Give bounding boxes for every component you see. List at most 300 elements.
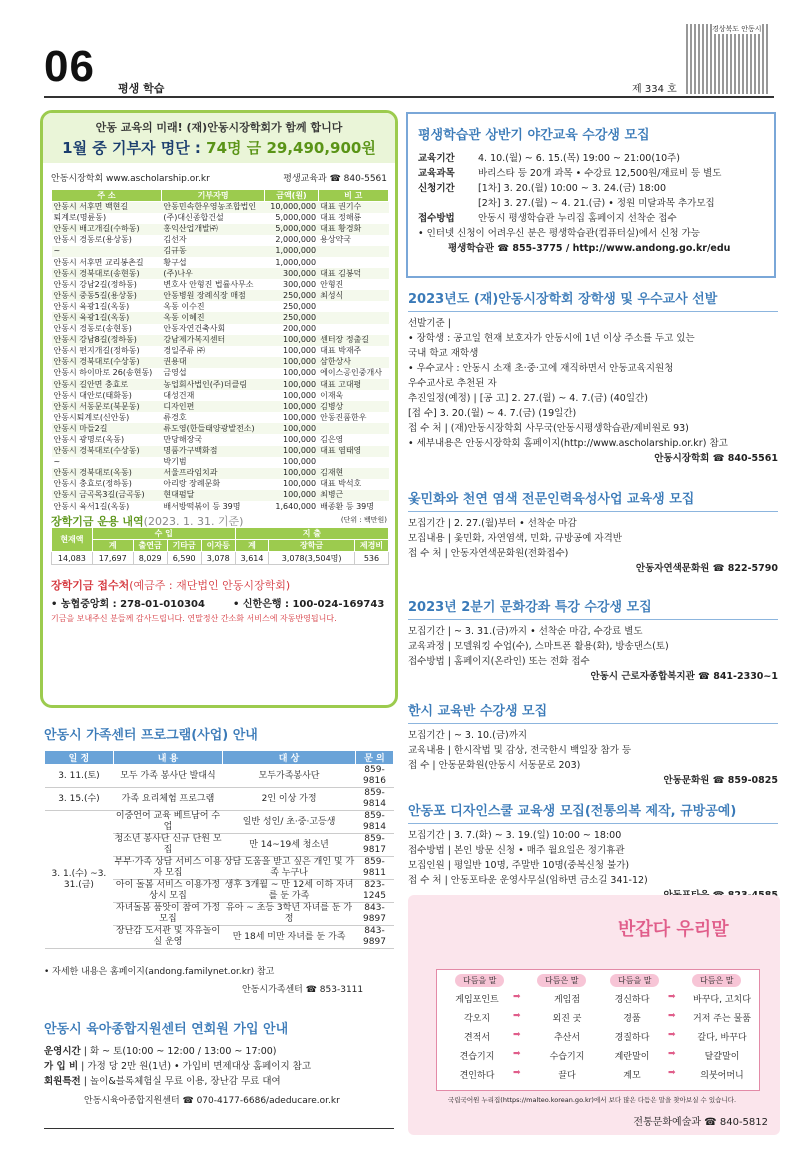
award-line: 국내 학교 재학생 (408, 348, 479, 359)
donor-cell: 대표 황경화 (318, 224, 388, 235)
donor-cell: 대표 박재주 (320, 346, 362, 356)
donor-summary: 1월 중 기부자 명단 : 74명 금 29,490,900원 (62, 139, 376, 157)
fund-title: 장학기금 운용 내역(2023. 1. 31. 기준) (51, 515, 244, 528)
donor-cell: 아리랑 장례문화 (163, 479, 221, 489)
award-contact: 안동시장학회 ☎ 840-5561 (654, 453, 778, 464)
section-title: 평생 학습 (118, 82, 165, 95)
family-cell: 859-9814 (355, 811, 393, 834)
donor-cell: 안동시 배고개길(수하동) (52, 224, 162, 235)
arrow-icon: ➡ (668, 1030, 676, 1040)
donor-row (52, 268, 389, 279)
design-line: 모집인원 | 평일반 10명, 주말반 10명(중복신청 불가) (408, 860, 630, 871)
family-center-title: 안동시 가족센터 프로그램(사업) 안내 (44, 728, 258, 743)
donor-cell: 200,000 (283, 324, 317, 334)
donor-col-header: 기부자명 (161, 190, 264, 202)
donor-cell: 황구섭 (163, 257, 187, 267)
donor-row (52, 324, 389, 335)
family-cell: 모두 가족 봉사단 발대식 (113, 765, 222, 788)
family-cell: 자녀돌봄 품앗이 참여 가정 모집 (113, 903, 222, 926)
design-title: 안동포 디자인스쿨 교육생 모집(전통의복 제작, 규방공예) (408, 804, 737, 819)
night-line: 교육과목 바리스타 등 20개 과목 • 수강료 12,500원/재료비 등 별도 (418, 168, 722, 179)
fund-subheader: 계 (92, 540, 133, 552)
donor-cell: 디자인편 (161, 401, 264, 412)
donor-row (52, 434, 389, 445)
account-title: 장학기금 접수처(예금주 : 재단법인 안동시장학회) (51, 579, 291, 592)
donor-row (52, 202, 389, 213)
family-date: 3. 11.(토) (45, 765, 114, 788)
donor-cell: 김선자 (163, 235, 187, 245)
family-cell: 843-9897 (355, 926, 393, 949)
family-row (45, 788, 394, 811)
donor-cell: 에이스공인중개사 (320, 368, 382, 378)
donor-header (43, 113, 395, 163)
korean-words-box (408, 895, 780, 1135)
donor-cell: 이재욱 (320, 390, 344, 400)
donor-cell: 안동시 하이마로 26(송현동) (53, 368, 153, 378)
scholarship-site: 안동시장학회 www.ascholarship.or.kr (51, 174, 210, 184)
childcare-title: 안동시 육아종합지원센터 연회원 가입 안내 (44, 1022, 289, 1037)
donor-cell: 대표 염태영 (318, 446, 388, 457)
donor-cell: 안동시 중동5길(용상동) (52, 290, 162, 301)
donor-cell: 명품가구백화점 (161, 446, 264, 457)
donor-cell: 100,000 (283, 479, 317, 489)
donor-cell: 안동시퇴계로(신안동) (53, 412, 130, 422)
donor-cell: 농업회사법인(주)더클림 (161, 379, 264, 390)
word-list (436, 969, 760, 1091)
donor-cell: 안동시 마들2길 (52, 423, 162, 434)
arrow-icon: ➡ (668, 1068, 676, 1078)
family-cell: 859-9814 (355, 788, 393, 811)
award-line: • 우수교사 : 안동시 소재 초·중·고에 재직하면서 안동교육지원청 (408, 363, 674, 374)
word-header-wrong: 다듬을 말 (610, 974, 659, 987)
donor-cell: 옥동 이수진 (163, 301, 205, 311)
donor-row (52, 379, 389, 390)
culture-line: 접수방법 | 홈페이지(온라인) 또는 전화 접수 (408, 656, 590, 667)
award-line: 접 수 처 | (재)안동시장학회 사무국(안동시평생학습관/제비원로 93) (408, 423, 689, 434)
donor-cell: ~ (53, 457, 61, 467)
childcare-row: 회원특전 | 놀이&블록체험실 무료 이용, 장난감 무료 대여 (44, 1076, 281, 1087)
donor-cell: 250,000 (265, 290, 318, 301)
words-contact: 전통문화예술과 ☎ 840-5812 (633, 1117, 768, 1128)
family-cell: 일반 성인/ 초·중·고등생 (223, 811, 356, 834)
family-cell: 모두가족봉사단 (223, 765, 356, 788)
donor-cell: 홍익산업개발㈜ (161, 224, 264, 235)
donor-cell: 100,000 (283, 346, 317, 356)
donor-row (52, 390, 389, 401)
hanji-section (408, 700, 778, 788)
culture-line: 모집기간 | ~ 3. 31.(금)까지 • 선착순 마감, 수강료 별도 (408, 626, 643, 637)
donor-cell (318, 312, 388, 323)
family-cell: 843-9897 (355, 903, 393, 926)
donor-cell: 안동시 경동로(용상동) (53, 235, 132, 245)
donor-cell: 대표 고대평 (318, 379, 388, 390)
word-wrong: 계란말이 (614, 1052, 650, 1062)
donor-col-header: 금액(원) (265, 190, 318, 202)
donor-cell: 1,000,000 (265, 246, 318, 257)
donor-cell: 100,000 (265, 357, 318, 368)
scholarship-donor-panel (40, 110, 398, 708)
donor-cell: 5,000,000 (275, 213, 317, 223)
donor-cell: 만당해장국 (163, 435, 203, 445)
scholarship-contact: 평생교육과 ☎ 840-5561 (283, 174, 387, 184)
donor-row (52, 279, 389, 290)
donor-cell: 용상약국 (320, 235, 352, 245)
donor-cell: (주)대신종합건설 (163, 213, 224, 223)
fund-value: 3,078(3,504명) (269, 552, 355, 565)
donor-cell: 대표 김봉덕 (318, 268, 388, 279)
family-cell: 부부·가족 상담 서비스 이용자 모집 (114, 857, 222, 878)
family-cell: 만 18세 미만 자녀를 둔 가족 (223, 926, 356, 949)
donor-cell: 안동시 경북대로(수상동) (52, 446, 162, 457)
donor-cell: 10,000,000 (265, 202, 318, 213)
hanji-line: 교육내용 | 한시작법 및 감상, 전국한시 백일장 참가 등 (408, 745, 632, 756)
donor-row (52, 412, 389, 423)
word-right: 외진 곳 (552, 1014, 582, 1024)
design-line: 접수방법 | 본인 방문 신청 • 매주 월요일은 정기휴관 (408, 845, 625, 856)
donor-cell: 100,000 (265, 468, 318, 479)
donor-cell: 300,000 (283, 279, 317, 289)
family-cell: 859-9816 (355, 765, 393, 788)
donor-cell: 안동시 경북대로(옥동) (52, 468, 162, 479)
donor-cell (318, 301, 388, 312)
donor-cell: 옥동 이혜진 (161, 312, 264, 323)
donor-cell: 안동시 충효로(정하동) (53, 479, 132, 489)
donor-cell: 현대펌달 (161, 490, 264, 501)
design-line: 모집기간 | 3. 7.(화) ~ 3. 19.(일) 10:00 ~ 18:00 (408, 830, 622, 841)
award-line: 추진일정(예정) | [공 고] 2. 27.(월) ~ 4. 7.(금) (40일간) (408, 393, 648, 404)
family-cell: 2인 이상 가정 (223, 788, 356, 811)
donor-row (52, 257, 389, 268)
donor-cell: 대표 정해룡 (320, 213, 362, 223)
family-cell: 만 14~19세 청소년 (223, 834, 356, 857)
korean-words-title: 반갑다 우리말 (618, 919, 729, 940)
donor-cell: 250,000 (283, 301, 317, 311)
donor-row (52, 368, 389, 379)
donor-row (52, 501, 389, 512)
fund-value: 3,614 (235, 552, 269, 565)
donor-row (52, 290, 389, 301)
family-cell: 823-1245 (355, 880, 393, 903)
night-line: 접수방법 안동시 평생학습관 누리집 홈페이지 선착순 접수 (418, 213, 677, 224)
night-class-details (418, 151, 764, 226)
family-date: 3. 15.(수) (45, 788, 114, 811)
fund-subheader: 계 (235, 540, 269, 552)
dye-contact: 안동자연색문화원 ☎ 822-5790 (635, 563, 778, 574)
page-number: 06 (44, 42, 95, 91)
fund-subheader: 출연금 (133, 540, 167, 552)
donor-cell: 안동시 강남2길(정하동) (53, 279, 137, 289)
night-class-note: • 인터넷 신청이 어려우신 분은 평생학습관(컴퓨터실)에서 신청 가능 (418, 228, 700, 239)
donor-cell: 안동진품한우 (320, 412, 367, 422)
dye-line: 모집내용 | 옻민화, 자연염색, 민화, 규방공예 자격반 (408, 533, 622, 544)
donor-row (52, 468, 389, 479)
account-shinhan: • 신한은행 : 100-024-169743 (233, 599, 385, 610)
word-wrong: 경품 (623, 1014, 641, 1024)
family-note: • 자세한 내용은 홈페이지(andong.familynet.or.kr) 참고 (44, 967, 275, 977)
donor-row (52, 490, 389, 501)
donor-cell: 금영섭 (163, 368, 187, 378)
donor-cell: 배서방떡볶이 등 39명 (163, 501, 241, 511)
donor-row (52, 301, 389, 312)
donor-cell: 2,000,000 (275, 235, 317, 245)
donor-cell: 김재현 (318, 468, 388, 479)
donor-cell: 안동시 금곡목3길(금곡동) (52, 490, 162, 501)
donor-cell: 100,000 (265, 379, 318, 390)
family-row (45, 811, 394, 834)
donor-cell: 100,000 (265, 446, 318, 457)
family-col-header: 문 의 (355, 751, 393, 765)
childcare-row: 운영시간 | 화 ~ 토(10:00 ~ 12:00 / 13:00 ~ 17:00) (44, 1046, 277, 1057)
donor-row (52, 335, 389, 346)
word-wrong: 경신하다 (614, 995, 650, 1005)
family-date-range: 3. 1.(수) ~3. 31.(금) (45, 811, 114, 949)
header-rule (44, 96, 774, 98)
donor-cell: 안동시 육서1길(옥동) (53, 501, 130, 511)
fund-value: 3,078 (201, 552, 235, 565)
donor-row (52, 357, 389, 368)
donor-cell: 안동시 서후면 교리봉촌길 (53, 257, 144, 267)
word-right: 수습기지 (549, 1052, 585, 1062)
fund-value: 6,590 (167, 552, 201, 565)
fund-subheader: 기타금 (167, 540, 201, 552)
childcare-row: 가 입 비 | 가정 당 2만 원(1년) • 가입비 면제대상 홈페이지 참고 (44, 1061, 312, 1072)
award-line: 우수교사로 추천된 자 (408, 378, 497, 389)
word-wrong: 각오지 (463, 1014, 491, 1024)
donor-cell: 안동시 대안로(태화동) (53, 390, 132, 400)
word-right: 게임점 (553, 995, 581, 1005)
donor-cell: 김은영 (320, 435, 344, 445)
family-col-header: 일 정 (45, 751, 114, 765)
word-right: 추산서 (553, 1033, 581, 1043)
donor-cell: ~ (52, 246, 162, 257)
donor-cell: 300,000 (265, 268, 318, 279)
word-wrong: 견인하다 (459, 1071, 495, 1081)
donor-cell: 권용대 (161, 357, 264, 368)
donor-cell: 100,000 (265, 490, 318, 501)
family-contact: 안동시가족센터 ☎ 853-3111 (242, 985, 364, 995)
donor-cell: 안동시 편지개길(정하동) (53, 346, 140, 356)
culture-contact: 안동시 근로자종합복지관 ☎ 841-2330~1 (590, 671, 778, 682)
donor-col-header: 비 고 (318, 190, 388, 202)
fund-unit: (단위 : 백만원) (340, 516, 387, 524)
donor-row (52, 401, 389, 412)
arrow-icon: ➡ (668, 992, 676, 1002)
design-section (408, 800, 778, 903)
donor-cell: 안형진 (320, 279, 344, 289)
dye-title: 옻민화와 천연 염색 전문인력육성사업 교육생 모집 (408, 492, 695, 507)
award-line: 선발기준 | (408, 318, 451, 329)
arrow-icon: ➡ (513, 1030, 521, 1040)
family-cell: 이중언어 교육 베트남어 수업 (113, 811, 222, 834)
donor-cell: 류경호 (163, 412, 187, 422)
donor-cell (318, 246, 388, 257)
fund-value: 14,083 (52, 552, 93, 565)
family-row (45, 765, 394, 788)
donor-cell (318, 457, 388, 468)
night-line: 신청기간 [1차] 3. 20.(월) 10:00 ~ 3. 24.(금) 18:00 (418, 183, 667, 194)
donor-cell: 안동시 육광1길(옥동) (52, 312, 162, 323)
donor-cell: 안동병원 장례식장 매점 (161, 290, 264, 301)
donor-row (52, 479, 389, 490)
qr-label: 경상북도 안동시 (712, 25, 762, 33)
award-line: [접 수] 3. 20.(월) ~ 4. 7.(금) (19일간) (408, 408, 577, 419)
family-program-table (44, 750, 394, 949)
arrow-icon: ➡ (668, 1049, 676, 1059)
word-right: 달걀말이 (704, 1052, 740, 1062)
donor-cell: 안동시 경동로(송현동) (53, 324, 132, 334)
donor-cell: 안동시 광명로(옥동) (53, 435, 125, 445)
donor-row (52, 423, 389, 434)
donor-table (51, 189, 389, 512)
night-class-title: 평생학습관 상반기 야간교육 수강생 모집 (418, 128, 650, 143)
word-wrong: 견적서 (463, 1033, 491, 1043)
night-class-box (406, 112, 776, 278)
donor-cell: 100,000 (283, 457, 317, 467)
donor-row (52, 312, 389, 323)
arrow-icon: ➡ (513, 1049, 521, 1059)
donor-cell: 100,000 (283, 368, 317, 378)
donor-row (52, 346, 389, 357)
donor-col-header: 주 소 (52, 190, 162, 202)
word-wrong: 계모 (623, 1071, 641, 1081)
word-right: 갈다, 바꾸다 (697, 1033, 747, 1043)
donor-cell: 경일주류 ㈜ (163, 346, 205, 356)
donor-cell: 100,000 (265, 335, 318, 346)
night-line: 교육기간 4. 10.(월) ~ 6. 15.(목) 19:00 ~ 21:00(10주) (418, 153, 681, 164)
word-header-right: 다듬은 말 (692, 974, 741, 987)
donor-cell: 안동민속한우영농조합법인 (161, 202, 264, 213)
donor-cell: 강남제가복지센터 (161, 335, 264, 346)
donor-cell: 안동시 경북대로(수상동) (52, 357, 162, 368)
award-line: • 장학생 : 공고일 현재 보호자가 안동시에 1년 이상 주소를 두고 있는 (408, 333, 695, 344)
donor-row (52, 446, 389, 457)
word-wrong: 견습기지 (459, 1052, 495, 1062)
fund-value: 17,697 (92, 552, 133, 565)
donor-cell: 250,000 (265, 312, 318, 323)
donor-cell (318, 423, 388, 434)
donor-row (52, 224, 389, 235)
donor-cell: 배종환 등 39명 (320, 501, 374, 511)
donor-cell: 퇴계로(명륜동) (53, 213, 107, 223)
donor-cell: 안동시 육광1길(옥동) (53, 301, 130, 311)
bottom-rule (44, 1128, 394, 1129)
word-header-wrong: 다듬을 말 (455, 974, 504, 987)
donor-cell: 1,640,000 (275, 501, 317, 511)
donor-cell: 류도영(한들태양광발전소) (161, 423, 264, 434)
hanji-line: 모집기간 | ~ 3. 10.(금)까지 (408, 730, 528, 741)
culture-title: 2023년 2분기 문화강좌 특강 수강생 모집 (408, 600, 652, 615)
donor-cell: 안동시 경북대로(송현동) (52, 268, 162, 279)
fund-value: 536 (354, 552, 388, 565)
donor-cell: 변호사 안형진 법률사무소 (163, 279, 254, 289)
donor-cell: 김규동 (161, 246, 264, 257)
word-wrong: 게임포인트 (455, 995, 499, 1005)
family-col-header: 내 용 (113, 751, 222, 765)
donor-cell: 삼한상사 (318, 357, 388, 368)
donor-row (52, 246, 389, 257)
donor-cell: 대표 권기수 (318, 202, 388, 213)
donor-cell: 대표 박석호 (320, 479, 362, 489)
fund-subheader: 장학금 (269, 540, 355, 552)
family-cell: 859-9811 (355, 857, 393, 880)
childcare-details (44, 1044, 394, 1089)
award-section (408, 288, 778, 466)
arrow-icon: ➡ (668, 1011, 676, 1021)
donor-cell: 100,000 (283, 390, 317, 400)
qr-code (686, 24, 770, 94)
family-cell: 아이 돌봄 서비스 이용가정 상시 모집 (113, 880, 222, 903)
dye-line: 접 수 처 | 안동자연색문화원(전화접수) (408, 548, 569, 559)
family-cell: 청소년 봉사단 신규 단원 모집 (114, 834, 222, 855)
night-line: [2차] 3. 27.(월) ~ 4. 21.(금) • 정원 미달과목 추가모집 (478, 198, 715, 209)
donor-cell: 최병근 (318, 490, 388, 501)
family-cell: 가족 요리체험 프로그램 (113, 788, 222, 811)
donor-row (52, 213, 389, 224)
fund-subheader: 이자등 (201, 540, 235, 552)
donor-row (52, 457, 389, 468)
donor-row (52, 235, 389, 246)
family-cell: 장난감 도서관 및 자유놀이실 운영 (113, 926, 222, 949)
donor-cell: 안동시 서동문로(북문동) (52, 401, 162, 412)
dye-section (408, 488, 778, 576)
arrow-icon: ➡ (513, 1011, 521, 1021)
account-note: 기금을 보내주신 분들께 감사드립니다. 연말정산 간소화 서비스에 자동반영됩니다. (51, 614, 337, 623)
childcare-contact: 안동시육아종합지원센터 ☎ 070-4177-6686/adeducare.or.kr (84, 1096, 340, 1106)
word-right: 바꾸다, 고치다 (693, 995, 751, 1005)
donor-cell: 100,000 (283, 435, 317, 445)
family-cell: 859-9817 (355, 834, 393, 857)
culture-line: 교육과정 | 모델워킹 수업(수), 스마트폰 활용(화), 방송댄스(토) (408, 641, 669, 652)
family-cell: 상담 도움을 받고 싶은 개인 및 가족 누구나 (223, 857, 355, 878)
donor-cell (318, 324, 388, 335)
donor-cell: 5,000,000 (265, 224, 318, 235)
culture-section (408, 596, 778, 684)
donor-cell: 안동시 길안면 충효로 (52, 379, 162, 390)
words-note: 국립국어원 누리집(https://malteo.korean.go.kr)에서 보다 많은 다듬은 말을 찾아보실 수 있습니다. (448, 1096, 737, 1104)
donor-cell: (주)나우 (161, 268, 264, 279)
award-title: 2023년도 (재)안동시장학회 장학생 및 우수교사 선발 (408, 292, 718, 307)
issue-number: 제 334 호 (632, 84, 677, 95)
word-right: 끌다 (558, 1071, 576, 1081)
donor-cell: 서울프라임치과 (161, 468, 264, 479)
family-cell: 생후 3개월 ~ 만 12세 이하 자녀를 둔 가족 (223, 880, 356, 903)
donor-cell: 100,000 (265, 423, 318, 434)
donor-cell: 최성식 (318, 290, 388, 301)
night-class-contact: 평생학습관 ☎ 855-3775 / http://www.andong.go.kr/edu (448, 243, 731, 254)
word-header-right: 다듬은 말 (537, 974, 586, 987)
hanji-contact: 안동문화원 ☎ 859-0825 (663, 775, 778, 786)
dye-line: 모집기간 | 2. 27.(월)부터 • 선착순 마감 (408, 518, 577, 529)
fund-value: 8,029 (133, 552, 167, 565)
donor-cell (318, 257, 388, 268)
family-cell: 유아 ~ 초등 3학년 자녀를 둔 가정 (223, 903, 356, 926)
word-wrong: 경질하다 (614, 1033, 650, 1043)
donor-cell: 센터장 정출길 (318, 335, 388, 346)
account-nh: • 농협중앙회 : 278-01-010304 (51, 599, 205, 610)
family-col-header: 대 상 (223, 751, 356, 765)
donor-cell: 김병상 (318, 401, 388, 412)
design-line: 접 수 처 | 안동포타운 운영사무실(임하면 금소길 341-12) (408, 875, 648, 886)
hanji-title: 한시 교육반 수강생 모집 (408, 704, 548, 719)
donor-cell: 안동시 강남8길(정하동) (52, 335, 162, 346)
donor-cell: 1,000,000 (275, 257, 317, 267)
donor-cell: 대성건재 (163, 390, 195, 400)
donor-cell: 100,000 (265, 401, 318, 412)
word-right: 의붓어머니 (700, 1071, 744, 1081)
donor-cell: 안동자연건축사회 (163, 324, 226, 334)
arrow-icon: ➡ (513, 992, 521, 1002)
fund-subheader: 제경비 (354, 540, 388, 552)
